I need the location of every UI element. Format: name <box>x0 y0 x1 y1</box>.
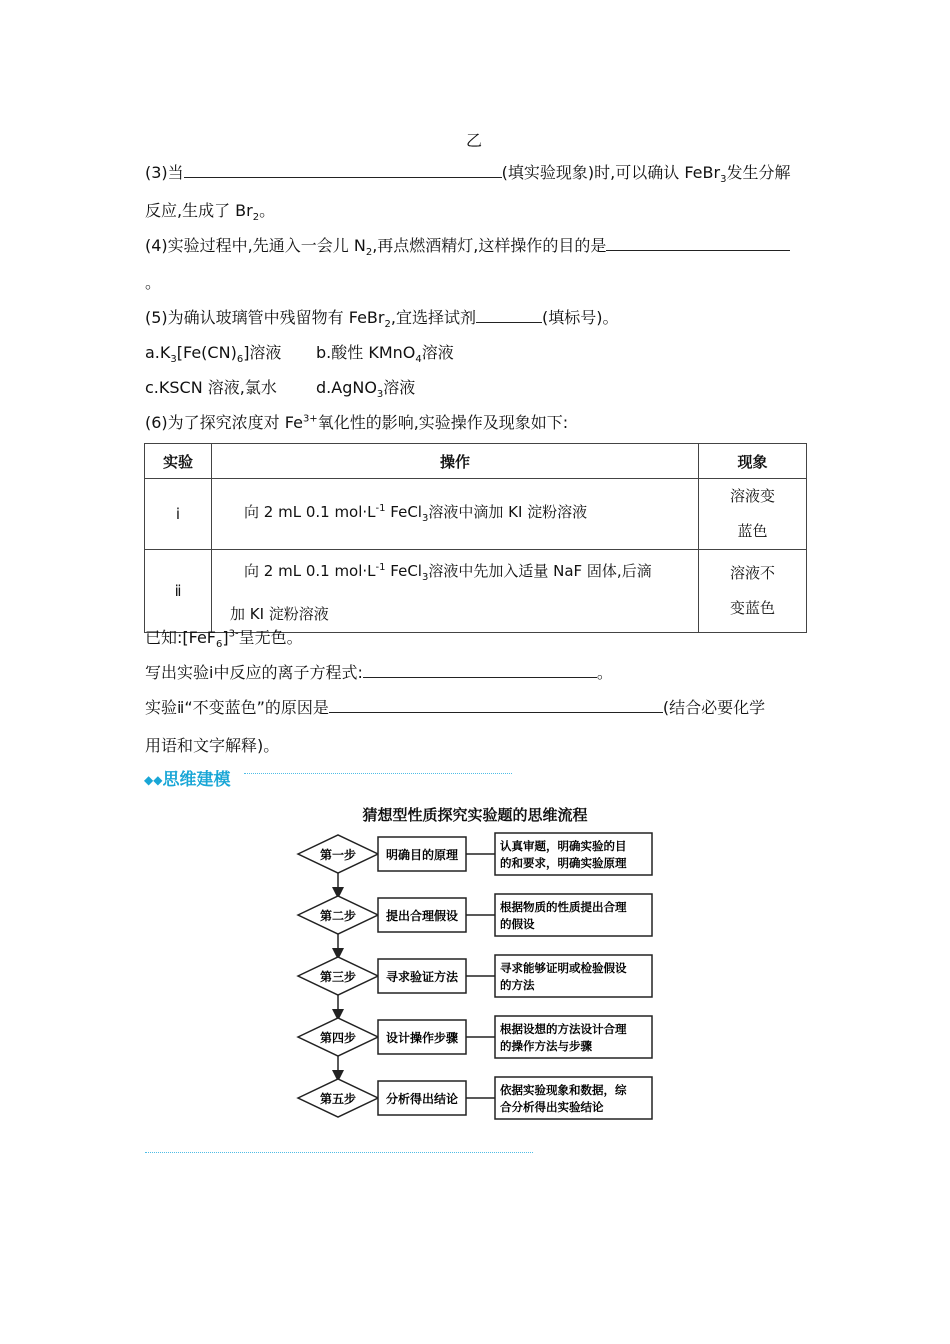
option-d-sub: 3 <box>376 389 384 401</box>
exp2-suffix: (结合必要化学 <box>662 698 766 717</box>
question-5 <box>145 305 618 330</box>
figure-caption: 乙 <box>466 131 483 150</box>
flow-action-label: 寻求验证方法 <box>385 970 459 984</box>
option-d-pre: d.AgNO <box>316 378 377 397</box>
row2-id: ⅱ <box>145 550 212 633</box>
q6-prefix: (6)为了探究浓度对 Fe <box>145 413 303 432</box>
question-3-line1 <box>145 160 790 185</box>
row2-op-line1 <box>230 550 680 596</box>
row1-op-sup: -1 <box>375 503 386 514</box>
option-b <box>316 340 454 365</box>
flow-action-label: 明确目的原理 <box>385 848 459 862</box>
row1-op-sub: 3 <box>421 513 429 524</box>
flowchart <box>0 830 950 1150</box>
q3-prefix: (3)当 <box>145 163 184 182</box>
q3-line2-b: 。 <box>259 201 276 220</box>
known-post: 呈无色。 <box>238 628 303 647</box>
experiment-table <box>144 443 807 633</box>
row1-op-a: 向 2 mL 0.1 mol·L <box>244 503 376 521</box>
question-4-line1 <box>145 233 790 258</box>
q4-subscript: 2 <box>365 247 373 259</box>
row2-op-line2: 加 KI 淀粉溶液 <box>230 605 329 623</box>
row2-op-a: 向 2 mL 0.1 mol·L <box>244 562 376 580</box>
flow-desc-line2: 的操作方法与步骤 <box>500 1039 592 1053</box>
option-d-post: 溶液 <box>383 378 416 397</box>
row1-ph2: 蓝色 <box>737 522 768 540</box>
question-3-line2 <box>145 198 275 223</box>
option-c <box>145 375 277 398</box>
flow-desc-line2: 的和要求，明确实验原理 <box>500 856 627 870</box>
section-heading <box>144 765 230 790</box>
flow-desc-line1: 认真审题，明确实验的目 <box>500 839 627 853</box>
q5-prefix: (5)为确认玻璃管中残留物有 FeBr <box>145 308 385 327</box>
flow-step-label: 第三步 <box>319 970 357 984</box>
row2-phenomenon <box>699 550 807 633</box>
table-row <box>145 550 807 633</box>
q4-end: 。 <box>145 273 162 292</box>
row2-operation <box>212 550 699 633</box>
option-b-pre: b.酸性 KMnO <box>316 343 416 362</box>
option-d <box>316 375 415 400</box>
q5-answer-blank[interactable] <box>476 308 542 323</box>
experiment-2-reason-line2 <box>145 733 279 756</box>
row2-op-c: 溶液中先加入适量 NaF 固体,后滴 <box>428 562 652 580</box>
row1-op-b: FeCl <box>385 503 422 521</box>
reason-answer-blank[interactable] <box>329 698 663 713</box>
q3-line2-a: 反应,生成了 Br <box>145 201 253 220</box>
row1-ph1: 溶液变 <box>729 487 775 505</box>
flow-step-label: 第一步 <box>319 848 357 862</box>
option-a-sub2: 6 <box>236 354 244 366</box>
q3-middle: (填实验现象)时,可以确认 FeBr <box>501 163 721 182</box>
table-row <box>145 479 807 550</box>
row1-operation <box>212 479 699 550</box>
flow-title: 猜想型性质探究实验题的思维流程 <box>362 806 588 824</box>
option-a-mid: [Fe(CN) <box>176 343 237 362</box>
option-c-text: c.KSCN 溶液,氯水 <box>145 378 277 397</box>
q3-line2-sub: 2 <box>252 212 260 224</box>
question-6 <box>145 410 568 433</box>
q6-suffix: 氧化性的影响,实验操作及现象如下: <box>317 413 569 432</box>
equation-answer-blank[interactable] <box>363 663 597 678</box>
flow-desc-line2: 的假设 <box>500 917 535 931</box>
option-b-post: 溶液 <box>421 343 454 362</box>
row1-op-c: 溶液中滴加 KI 淀粉溶液 <box>428 503 588 521</box>
q3-subscript: 3 <box>720 174 727 186</box>
q5-subscript: 2 <box>384 319 391 331</box>
bottom-divider <box>145 1152 533 1153</box>
known-pre: 已知:[FeF <box>145 628 217 647</box>
known-sup: 3- <box>228 628 239 640</box>
section-title: 思维建模 <box>162 770 231 790</box>
row1-id: i <box>145 479 212 550</box>
q5-suffix: (填标号)。 <box>541 308 619 327</box>
flow-step-label: 第二步 <box>319 909 357 923</box>
row2-op-sup: -1 <box>375 562 386 573</box>
flow-desc-line2: 的方法 <box>500 978 535 992</box>
known-fact: 已知$:[FeF_6]^{3-}$呈无色。 <box>145 628 303 651</box>
q6-superscript: 3+ <box>302 413 318 425</box>
option-a-sub1: 3 <box>170 354 177 366</box>
flow-step-label: 第四步 <box>319 1031 357 1045</box>
known-sub: 6 <box>216 639 223 651</box>
flow-desc-line1: 根据设想的方法设计合理 <box>500 1022 627 1036</box>
flow-step-label: 第五步 <box>319 1092 357 1106</box>
flow-action-label: 提出合理假设 <box>385 909 459 923</box>
header-phenomenon: 现象 <box>699 444 807 479</box>
q3-suffix: 发生分解 <box>726 163 791 182</box>
flow-desc-line1: 根据物质的性质提出合理 <box>500 900 627 914</box>
option-a-post: ]溶液 <box>243 343 282 362</box>
row2-ph2: 变蓝色 <box>729 599 775 617</box>
header-experiment: 实验 <box>145 444 212 479</box>
diamond-icon: ◆◆ <box>144 773 163 787</box>
section-divider <box>244 773 512 774</box>
option-a-pre: a.K <box>145 343 171 362</box>
write-end: 。 <box>596 663 613 682</box>
write-equation <box>145 660 613 683</box>
question-4-line2 <box>145 270 161 293</box>
experiment-2-reason-line1 <box>145 695 765 718</box>
row2-op-b: FeCl <box>385 562 422 580</box>
exp2-prefix: 实验ⅱ“不变蓝色”的原因是 <box>145 698 329 717</box>
flow-desc-line2: 合分析得出实验结论 <box>500 1100 604 1114</box>
q3-answer-blank[interactable] <box>184 163 502 178</box>
q4-suffix: ,再点燃酒精灯,这样操作的目的是 <box>372 236 607 255</box>
write-prefix: 写出实验ⅰ中反应的离子方程式: <box>145 663 363 682</box>
row2-op-sub: 3 <box>421 572 429 583</box>
header-operation: 操作 <box>212 444 699 479</box>
q4-answer-blank[interactable] <box>606 236 790 251</box>
flow-action-label: 分析得出结论 <box>385 1092 459 1106</box>
exp2-line2: 用语和文字解释)。 <box>145 736 280 755</box>
row1-phenomenon <box>699 479 807 550</box>
q4-prefix: (4)实验过程中,先通入一会儿 N <box>145 236 366 255</box>
table-header-row <box>145 444 807 479</box>
row2-ph1: 溶液不 <box>729 564 775 582</box>
flow-desc-line1: 寻求能够证明或检验假设 <box>500 961 627 975</box>
q5-middle: ,宜选择试剂 <box>390 308 476 327</box>
flow-action-label: 设计操作步骤 <box>385 1031 459 1045</box>
option-b-sub: 4 <box>415 354 422 366</box>
flow-desc-line1: 依据实验现象和数据，综 <box>500 1083 627 1097</box>
option-a <box>145 340 281 365</box>
